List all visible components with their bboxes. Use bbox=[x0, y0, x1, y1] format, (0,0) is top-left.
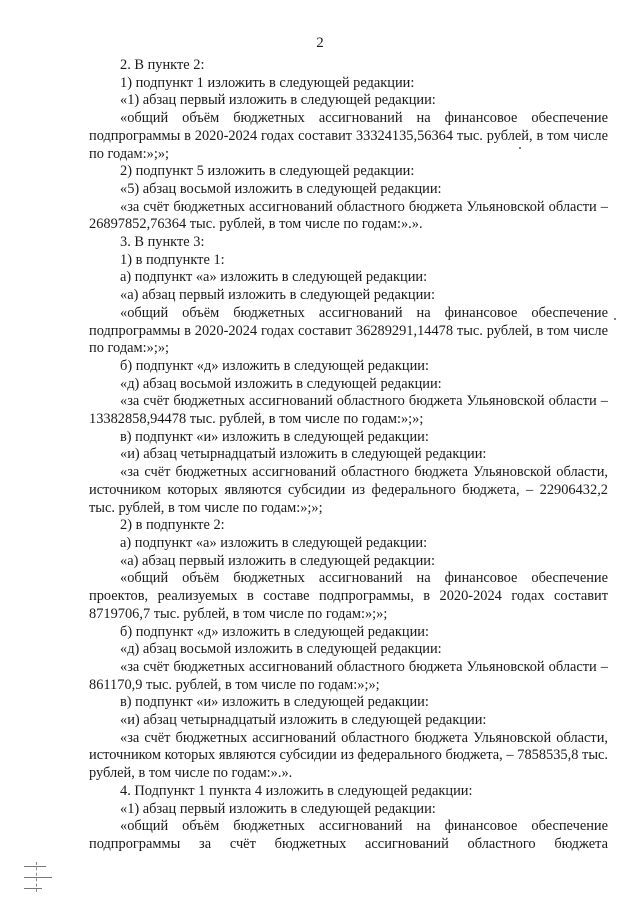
paragraph: б) подпункт «д» изложить в следующей редакции: bbox=[120, 357, 429, 374]
scan-tick bbox=[24, 866, 46, 867]
document-body bbox=[89, 57, 608, 854]
paragraph: «за счёт бюджетных ассигнований областного бюджета Ульяновской области, источником которых являются субсидии из федерального бюджета, – 7858535,8 тыс. рублей, в том числе по годам:».». bbox=[89, 729, 608, 782]
paragraph: «а) абзац первый изложить в следующей редакции: bbox=[120, 552, 435, 569]
paragraph: в) подпункт «и» изложить в следующей редакции: bbox=[120, 694, 429, 711]
paragraph: «общий объём бюджетных ассигнований на финансовое обеспечение подпрограммы в 2020-2024 годах составит 36289291,14478 тыс. рублей, в том числе по годам:»;»; bbox=[89, 304, 608, 357]
paragraph: «д) абзац восьмой изложить в следующей редакции: bbox=[120, 375, 442, 392]
paragraph: «1) абзац первый изложить в следующей редакции: bbox=[120, 92, 436, 109]
scan-margin-marks bbox=[24, 862, 54, 892]
paragraph: «общий объём бюджетных ассигнований на финансовое обеспечение проектов, реализуемых в составе подпрограммы, в 2020-2024 годах составит 8719706,7 тыс. рублей, в том числе по годам:»;»; bbox=[89, 570, 608, 622]
paragraph: «5) абзац восьмой изложить в следующей редакции: bbox=[120, 180, 442, 197]
paragraph: «1) абзац первый изложить в следующей редакции: bbox=[120, 800, 436, 817]
paragraph: «за счёт бюджетных ассигнований областного бюджета Ульяновской области – 26897852,76364 тыс. рублей, в том числе по годам:».». bbox=[89, 198, 608, 233]
paragraph: 3. В пункте 3: bbox=[120, 234, 205, 251]
paragraph: «и) абзац четырнадцатый изложить в следующей редакции: bbox=[120, 446, 487, 463]
scan-speck bbox=[614, 318, 616, 320]
paragraph: «за счёт бюджетных ассигнований областного бюджета Ульяновской области – 13382858,94478 тыс. рублей, в том числе по годам:»;»; bbox=[89, 393, 608, 428]
paragraph: «и) абзац четырнадцатый изложить в следующей редакции: bbox=[120, 712, 487, 729]
paragraph: «общий объём бюджетных ассигнований на финансовое обеспечение подпрограммы за счёт бюджетных ассигнований областного бюджета bbox=[89, 818, 608, 852]
paragraph: в) подпункт «и» изложить в следующей редакции: bbox=[120, 428, 429, 445]
paragraph: 2) подпункт 5 изложить в следующей редакции: bbox=[120, 163, 415, 180]
paragraph: «а) абзац первый изложить в следующей редакции: bbox=[120, 287, 435, 304]
scan-speck bbox=[519, 147, 521, 149]
paragraph: 2) в подпункте 2: bbox=[120, 517, 225, 534]
scan-tick bbox=[24, 888, 42, 889]
paragraph: 1) подпункт 1 изложить в следующей редакции: bbox=[120, 74, 415, 91]
paragraph: «за счёт бюджетных ассигнований областного бюджета Ульяновской области – 861170,9 тыс. рублей, в том числе по годам:»;»; bbox=[89, 658, 608, 693]
paragraph: «общий объём бюджетных ассигнований на финансовое обеспечение подпрограммы в 2020-2024 годах составит 33324135,56364 тыс. рублей, в том числе по годам:»;»; bbox=[89, 110, 608, 162]
paragraph: 4. Подпункт 1 пункта 4 изложить в следующей редакции: bbox=[120, 782, 473, 799]
paragraph: «за счёт бюджетных ассигнований областного бюджета Ульяновской области, источником которых являются субсидии из федерального бюджета, – 22906432,2 тыс. рублей, в том числе по годам:»;»; bbox=[89, 464, 608, 516]
paragraph: а) подпункт «а» изложить в следующей редакции: bbox=[120, 534, 428, 551]
paragraph: 1) в подпункте 1: bbox=[120, 251, 225, 268]
paragraph: б) подпункт «д» изложить в следующей редакции: bbox=[120, 623, 429, 640]
page-number: 2 bbox=[316, 35, 324, 51]
paragraph: «д) абзац восьмой изложить в следующей редакции: bbox=[120, 641, 442, 658]
paragraph: 2. В пункте 2: bbox=[120, 57, 205, 73]
paragraph: а) подпункт «а» изложить в следующей редакции: bbox=[120, 269, 428, 286]
scan-tick bbox=[24, 877, 52, 878]
